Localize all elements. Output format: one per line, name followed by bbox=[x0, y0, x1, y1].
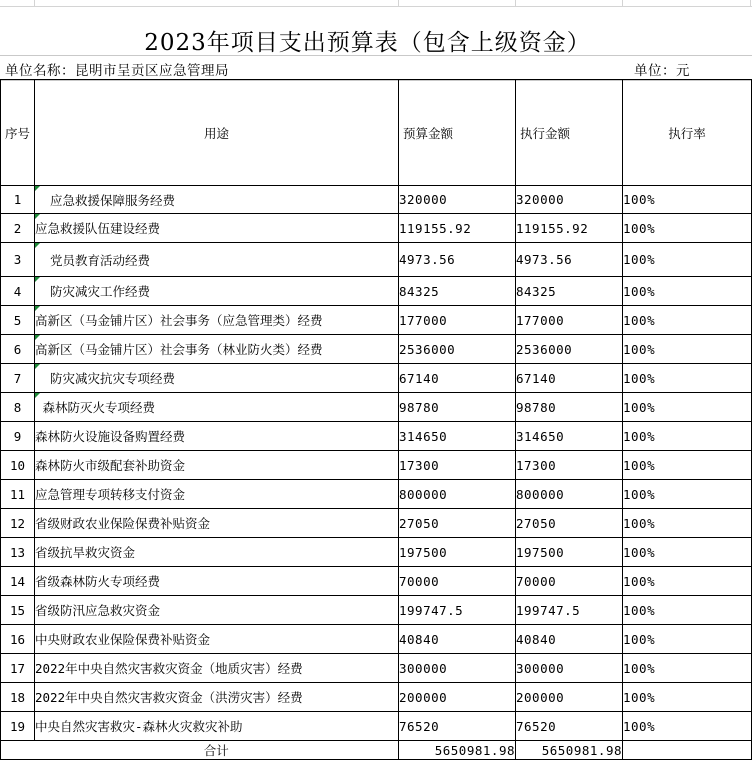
table-row bbox=[1, 567, 752, 596]
budget-amount-cell[interactable]: 27050 bbox=[399, 509, 516, 538]
column-header-strip bbox=[0, 0, 752, 7]
usage-cell[interactable]: 高新区（马金铺片区）社会事务（林业防火类）经费 bbox=[35, 335, 399, 364]
total-exec[interactable]: 5650981.98 bbox=[516, 741, 623, 760]
header-label-exec: 执行金额 bbox=[520, 125, 571, 141]
row-number-cell[interactable]: 8 bbox=[1, 393, 35, 422]
row-number-cell[interactable]: 3 bbox=[1, 243, 35, 277]
budget-table bbox=[0, 79, 752, 760]
execution-rate-cell[interactable]: 100% bbox=[623, 393, 752, 422]
usage-cell[interactable]: 2022年中央自然灾害救灾资金（地质灾害）经费 bbox=[35, 654, 399, 683]
budget-amount-cell[interactable]: 4973.56 bbox=[399, 243, 516, 277]
row-number-cell[interactable]: 19 bbox=[1, 712, 35, 741]
table-row bbox=[1, 596, 752, 625]
execution-rate-cell[interactable]: 100% bbox=[623, 509, 752, 538]
table-row bbox=[1, 364, 752, 393]
executed-amount-cell[interactable]: 2536000 bbox=[516, 335, 623, 364]
executed-amount-cell[interactable]: 314650 bbox=[516, 422, 623, 451]
executed-amount-cell[interactable]: 197500 bbox=[516, 538, 623, 567]
budget-amount-cell[interactable]: 314650 bbox=[399, 422, 516, 451]
budget-amount-cell[interactable]: 2536000 bbox=[399, 335, 516, 364]
usage-cell[interactable]: 森林防灭火专项经费 bbox=[35, 393, 399, 422]
executed-amount-cell[interactable]: 119155.92 bbox=[516, 214, 623, 243]
row-number-cell[interactable]: 6 bbox=[1, 335, 35, 364]
budget-amount-cell[interactable]: 320000 bbox=[399, 186, 516, 214]
currency-unit-label: 单位：元 bbox=[634, 63, 690, 79]
table-row bbox=[1, 712, 752, 741]
usage-cell[interactable]: 中央财政农业保险保费补贴资金 bbox=[35, 625, 399, 654]
comment-marker-icon bbox=[35, 214, 40, 219]
row-number-cell[interactable]: 9 bbox=[1, 422, 35, 451]
total-cell-no[interactable] bbox=[1, 741, 35, 760]
usage-cell[interactable]: 中央自然灾害救灾-森林火灾救灾补助 bbox=[35, 712, 399, 741]
executed-amount-cell[interactable]: 177000 bbox=[516, 306, 623, 335]
execution-rate-cell[interactable]: 100% bbox=[623, 712, 752, 741]
row-number-cell[interactable]: 17 bbox=[1, 654, 35, 683]
header-cell-use[interactable] bbox=[35, 80, 399, 186]
total-budget[interactable]: 5650981.98 bbox=[399, 741, 516, 760]
usage-cell[interactable]: 应急救援保障服务经费 bbox=[35, 186, 399, 214]
table-row bbox=[1, 654, 752, 683]
execution-rate-cell[interactable]: 100% bbox=[623, 306, 752, 335]
table-row bbox=[1, 538, 752, 567]
executed-amount-cell[interactable]: 4973.56 bbox=[516, 243, 623, 277]
total-cell-rate[interactable] bbox=[623, 741, 752, 760]
row-number-cell[interactable]: 18 bbox=[1, 683, 35, 712]
unit-line bbox=[0, 55, 752, 81]
header-cell-exec[interactable] bbox=[516, 80, 623, 186]
budget-amount-cell[interactable]: 199747.5 bbox=[399, 596, 516, 625]
header-row bbox=[1, 80, 752, 186]
executed-amount-cell[interactable]: 70000 bbox=[516, 567, 623, 596]
budget-amount-cell[interactable]: 300000 bbox=[399, 654, 516, 683]
budget-amount-cell[interactable]: 40840 bbox=[399, 625, 516, 654]
budget-amount-cell[interactable]: 84325 bbox=[399, 277, 516, 306]
table-row bbox=[1, 306, 752, 335]
table-row bbox=[1, 393, 752, 422]
table-row bbox=[1, 509, 752, 538]
usage-cell[interactable]: 省级防汛应急救灾资金 bbox=[35, 596, 399, 625]
total-row bbox=[1, 741, 752, 760]
execution-rate-cell[interactable]: 100% bbox=[623, 277, 752, 306]
usage-cell[interactable]: 应急救援队伍建设经费 bbox=[35, 214, 399, 243]
row-number-cell[interactable]: 4 bbox=[1, 277, 35, 306]
budget-amount-cell[interactable]: 197500 bbox=[399, 538, 516, 567]
table-row bbox=[1, 186, 752, 214]
row-number-cell[interactable]: 11 bbox=[1, 480, 35, 509]
row-number-cell[interactable]: 7 bbox=[1, 364, 35, 393]
budget-amount-cell[interactable]: 98780 bbox=[399, 393, 516, 422]
budget-amount-cell[interactable]: 119155.92 bbox=[399, 214, 516, 243]
table-row bbox=[1, 214, 752, 243]
header-label-budget: 预算金额 bbox=[403, 125, 454, 141]
header-cell-rate[interactable] bbox=[623, 80, 752, 186]
row-number-cell[interactable]: 1 bbox=[1, 186, 35, 214]
executed-amount-cell[interactable]: 300000 bbox=[516, 654, 623, 683]
executed-amount-cell[interactable]: 17300 bbox=[516, 451, 623, 480]
execution-rate-cell[interactable]: 100% bbox=[623, 214, 752, 243]
executed-amount-cell[interactable]: 800000 bbox=[516, 480, 623, 509]
budget-amount-cell[interactable]: 76520 bbox=[399, 712, 516, 741]
page-title: 2023年项目支出预算表（包含上级资金） bbox=[144, 30, 591, 56]
comment-marker-icon bbox=[35, 306, 40, 311]
budget-amount-cell[interactable]: 177000 bbox=[399, 306, 516, 335]
comment-marker-icon bbox=[35, 186, 40, 191]
table-row bbox=[1, 422, 752, 451]
header-cell-no[interactable] bbox=[1, 80, 35, 186]
executed-amount-cell[interactable]: 76520 bbox=[516, 712, 623, 741]
usage-cell[interactable]: 省级森林防火专项经费 bbox=[35, 567, 399, 596]
budget-amount-cell[interactable]: 70000 bbox=[399, 567, 516, 596]
budget-amount-cell[interactable]: 800000 bbox=[399, 480, 516, 509]
execution-rate-cell[interactable]: 100% bbox=[623, 480, 752, 509]
usage-cell[interactable]: 省级财政农业保险保费补贴资金 bbox=[35, 509, 399, 538]
comment-marker-icon bbox=[35, 277, 40, 282]
executed-amount-cell[interactable]: 27050 bbox=[516, 509, 623, 538]
execution-rate-cell[interactable]: 100% bbox=[623, 364, 752, 393]
row-number-cell[interactable]: 13 bbox=[1, 538, 35, 567]
table-row bbox=[1, 451, 752, 480]
row-number-cell[interactable]: 16 bbox=[1, 625, 35, 654]
usage-cell[interactable]: 2022年中央自然灾害救灾资金（洪涝灾害）经费 bbox=[35, 683, 399, 712]
row-number-cell[interactable]: 12 bbox=[1, 509, 35, 538]
header-cell-budget[interactable] bbox=[399, 80, 516, 186]
executed-amount-cell[interactable]: 200000 bbox=[516, 683, 623, 712]
comment-marker-icon bbox=[35, 364, 40, 369]
executed-amount-cell[interactable]: 67140 bbox=[516, 364, 623, 393]
usage-cell[interactable]: 森林防火设施设备购置经费 bbox=[35, 422, 399, 451]
execution-rate-cell[interactable]: 100% bbox=[623, 451, 752, 480]
row-number-cell[interactable]: 5 bbox=[1, 306, 35, 335]
header-label-rate: 执行率 bbox=[668, 125, 706, 141]
execution-rate-cell[interactable]: 100% bbox=[623, 567, 752, 596]
executed-amount-cell[interactable]: 40840 bbox=[516, 625, 623, 654]
usage-cell[interactable]: 党员教育活动经费 bbox=[35, 243, 399, 277]
comment-marker-icon bbox=[35, 243, 40, 248]
row-number-cell[interactable]: 2 bbox=[1, 214, 35, 243]
comment-marker-icon bbox=[35, 335, 40, 340]
executed-amount-cell[interactable]: 320000 bbox=[516, 186, 623, 214]
table-row bbox=[1, 243, 752, 277]
budget-amount-cell[interactable]: 17300 bbox=[399, 451, 516, 480]
header-label-use: 用途 bbox=[203, 125, 229, 141]
execution-rate-cell[interactable]: 100% bbox=[623, 625, 752, 654]
execution-rate-cell[interactable]: 100% bbox=[623, 683, 752, 712]
execution-rate-cell[interactable]: 100% bbox=[623, 422, 752, 451]
execution-rate-cell[interactable]: 100% bbox=[623, 335, 752, 364]
org-label: 单位名称：昆明市呈贡区应急管理局 bbox=[5, 63, 229, 79]
execution-rate-cell[interactable]: 100% bbox=[623, 654, 752, 683]
executed-amount-cell[interactable]: 98780 bbox=[516, 393, 623, 422]
execution-rate-cell[interactable]: 100% bbox=[623, 538, 752, 567]
usage-cell[interactable]: 高新区（马金铺片区）社会事务（应急管理类）经费 bbox=[35, 306, 399, 335]
header-label-no: 序号 bbox=[5, 125, 31, 141]
table-row bbox=[1, 480, 752, 509]
usage-cell[interactable]: 应急管理专项转移支付资金 bbox=[35, 480, 399, 509]
table-row bbox=[1, 277, 752, 306]
execution-rate-cell[interactable]: 100% bbox=[623, 186, 752, 214]
row-number-cell[interactable]: 14 bbox=[1, 567, 35, 596]
comment-marker-icon bbox=[35, 393, 40, 398]
table-row bbox=[1, 683, 752, 712]
budget-amount-cell[interactable]: 67140 bbox=[399, 364, 516, 393]
budget-amount-cell[interactable]: 200000 bbox=[399, 683, 516, 712]
row-number-cell[interactable]: 15 bbox=[1, 596, 35, 625]
executed-amount-cell[interactable]: 84325 bbox=[516, 277, 623, 306]
execution-rate-cell[interactable]: 100% bbox=[623, 243, 752, 277]
table-row bbox=[1, 625, 752, 654]
usage-cell[interactable]: 防灾减灾工作经费 bbox=[35, 277, 399, 306]
usage-cell[interactable]: 森林防火市级配套补助资金 bbox=[35, 451, 399, 480]
execution-rate-cell[interactable]: 100% bbox=[623, 596, 752, 625]
usage-cell[interactable]: 防灾减灾抗灾专项经费 bbox=[35, 364, 399, 393]
table-row bbox=[1, 335, 752, 364]
usage-cell[interactable]: 省级抗旱救灾资金 bbox=[35, 538, 399, 567]
row-number-cell[interactable]: 10 bbox=[1, 451, 35, 480]
total-label[interactable]: 合计 bbox=[35, 741, 399, 760]
executed-amount-cell[interactable]: 199747.5 bbox=[516, 596, 623, 625]
